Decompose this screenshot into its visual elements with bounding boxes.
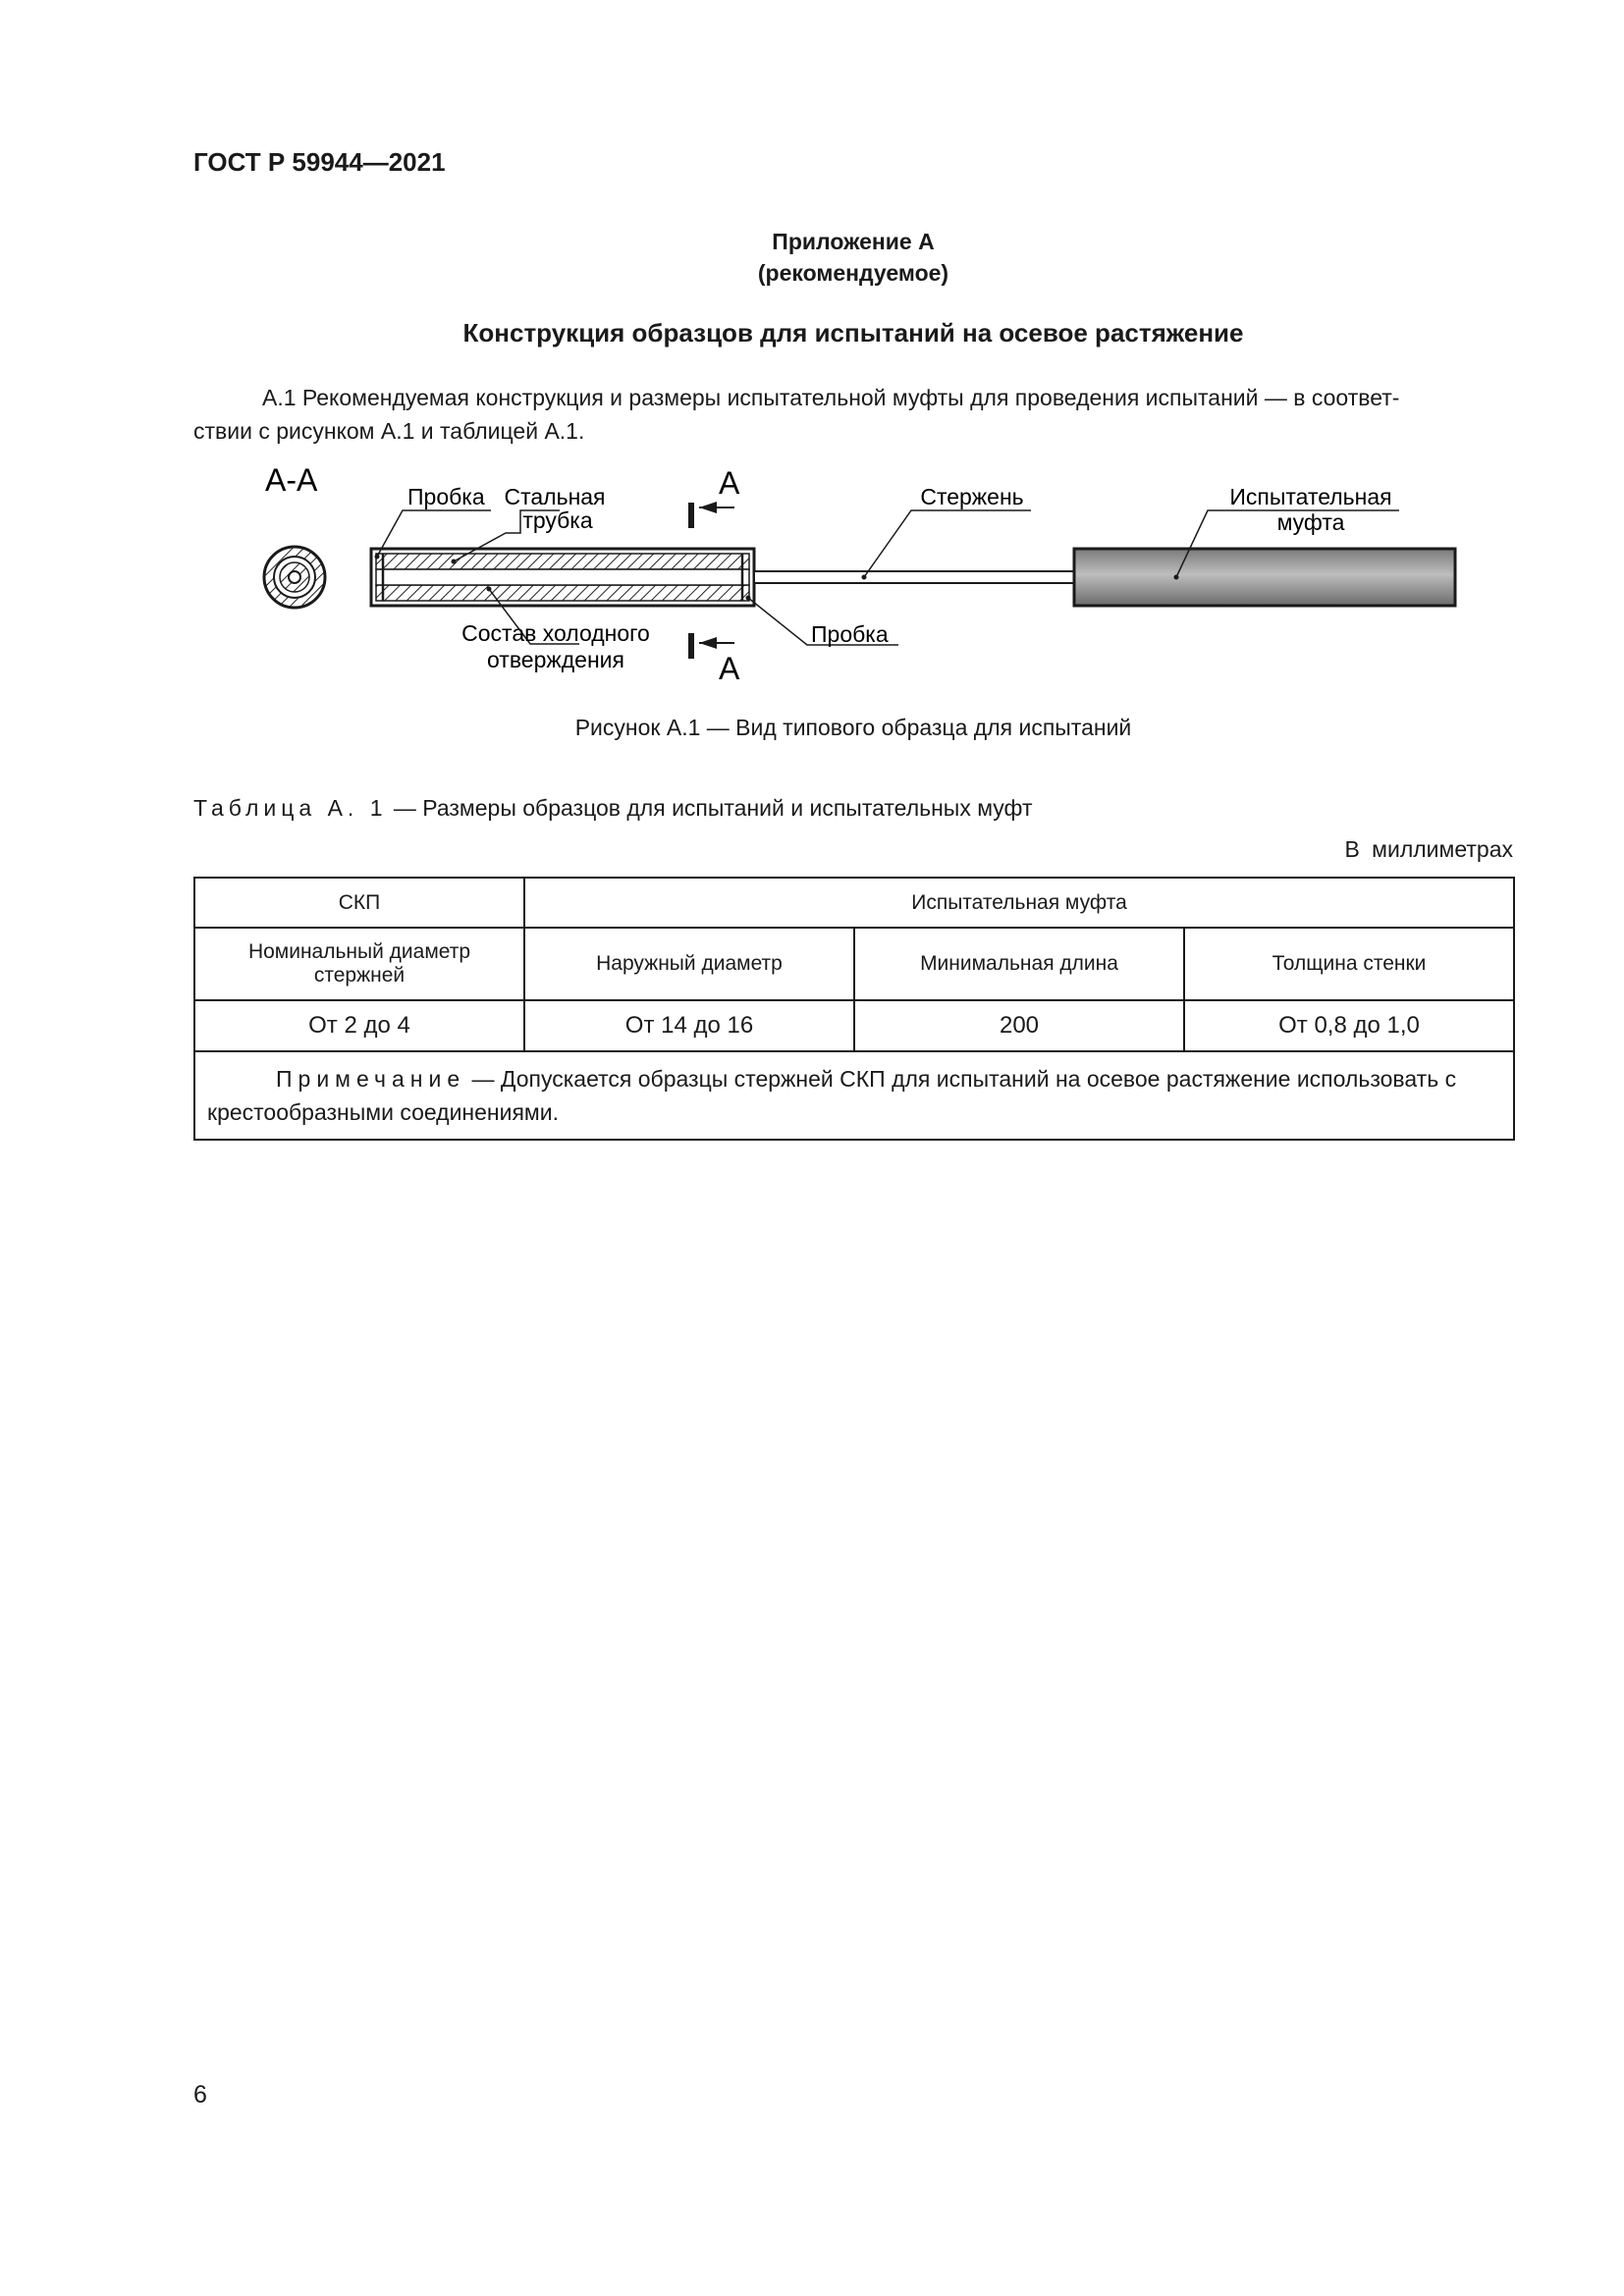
section-cut-mark-bottom [691,633,740,686]
table-units: В миллиметрах [1344,836,1513,862]
label-plug-bottom: Пробка [811,621,889,647]
section-label: А-А [265,462,318,498]
appendix-heading [193,226,1513,289]
page-number: 6 [193,2081,207,2109]
label-compound-line1: Состав холодного [461,620,650,646]
paragraph-line-1: А.1 Рекомендуемая конструкция и размеры испытательной муфты для проведения испытаний — в соответ- [262,385,1400,410]
cell-outer-diameter: От 14 до 16 [524,1000,854,1051]
paragraph-line-2: ствии с рисунком А.1 и таблицей А.1. [193,418,585,444]
note-text: — Допускается образцы стержней СКП для испытаний на осевое растяжение использовать с крестообразными соединениями. [207,1066,1457,1125]
table-note-row [194,1051,1514,1140]
label-steel-tube-line1: Стальная [504,484,606,509]
header-test-sleeve: Испытательная муфта [524,878,1514,928]
label-sleeve-line1: Испытательная [1229,484,1392,509]
table-caption [193,795,1033,822]
table-header-row-2 [194,928,1514,1000]
cell-nominal-diameter: От 2 до 4 [194,1000,524,1051]
label-plug-top: Пробка [407,484,485,509]
header-nominal-diameter: Номинальный диаметр стержней [194,928,524,1000]
document-code: ГОСТ Р 59944—2021 [193,147,446,177]
figure-a1-diagram [245,461,1483,697]
label-steel-tube-line2: трубка [522,507,593,533]
header-min-length: Минимальная длина [854,928,1184,1000]
table-header-row-1 [194,878,1514,928]
appendix-status: (рекомендуемое) [757,260,949,286]
table-caption-text: — Размеры образцов для испытаний и испытательных муфт [387,795,1033,821]
header-outer-diameter: Наружный диаметр [524,928,854,1000]
table-note [194,1051,1514,1140]
cell-min-length: 200 [854,1000,1184,1051]
header-skp: СКП [194,878,524,928]
cut-mark-letter-top: А [719,465,740,501]
table-caption-label: Таблица А. 1 [193,795,388,821]
cross-section-view [264,547,325,608]
test-sleeve [1074,549,1455,606]
steel-tube-assembly [371,549,754,606]
label-sleeve-line2: муфта [1276,509,1345,535]
paragraph-a1 [193,381,1513,448]
table-row [194,1000,1514,1051]
section-title: Конструкция образцов для испытаний на осевое растяжение [462,318,1244,347]
cell-wall-thickness: От 0,8 до 1,0 [1184,1000,1514,1051]
label-rod: Стержень [920,484,1024,509]
cut-mark-letter-bottom: А [719,651,740,686]
label-compound-line2: отверждения [487,647,624,672]
rod [754,571,1074,583]
section-cut-mark-top [691,465,740,528]
figure-caption: Рисунок А.1 — Вид типового образца для испытаний [574,715,1132,740]
dimensions-table [193,877,1515,1141]
header-wall-thickness: Толщина стенки [1184,928,1514,1000]
note-label: Примечание [276,1066,466,1092]
appendix-title: Приложение А [772,229,935,254]
